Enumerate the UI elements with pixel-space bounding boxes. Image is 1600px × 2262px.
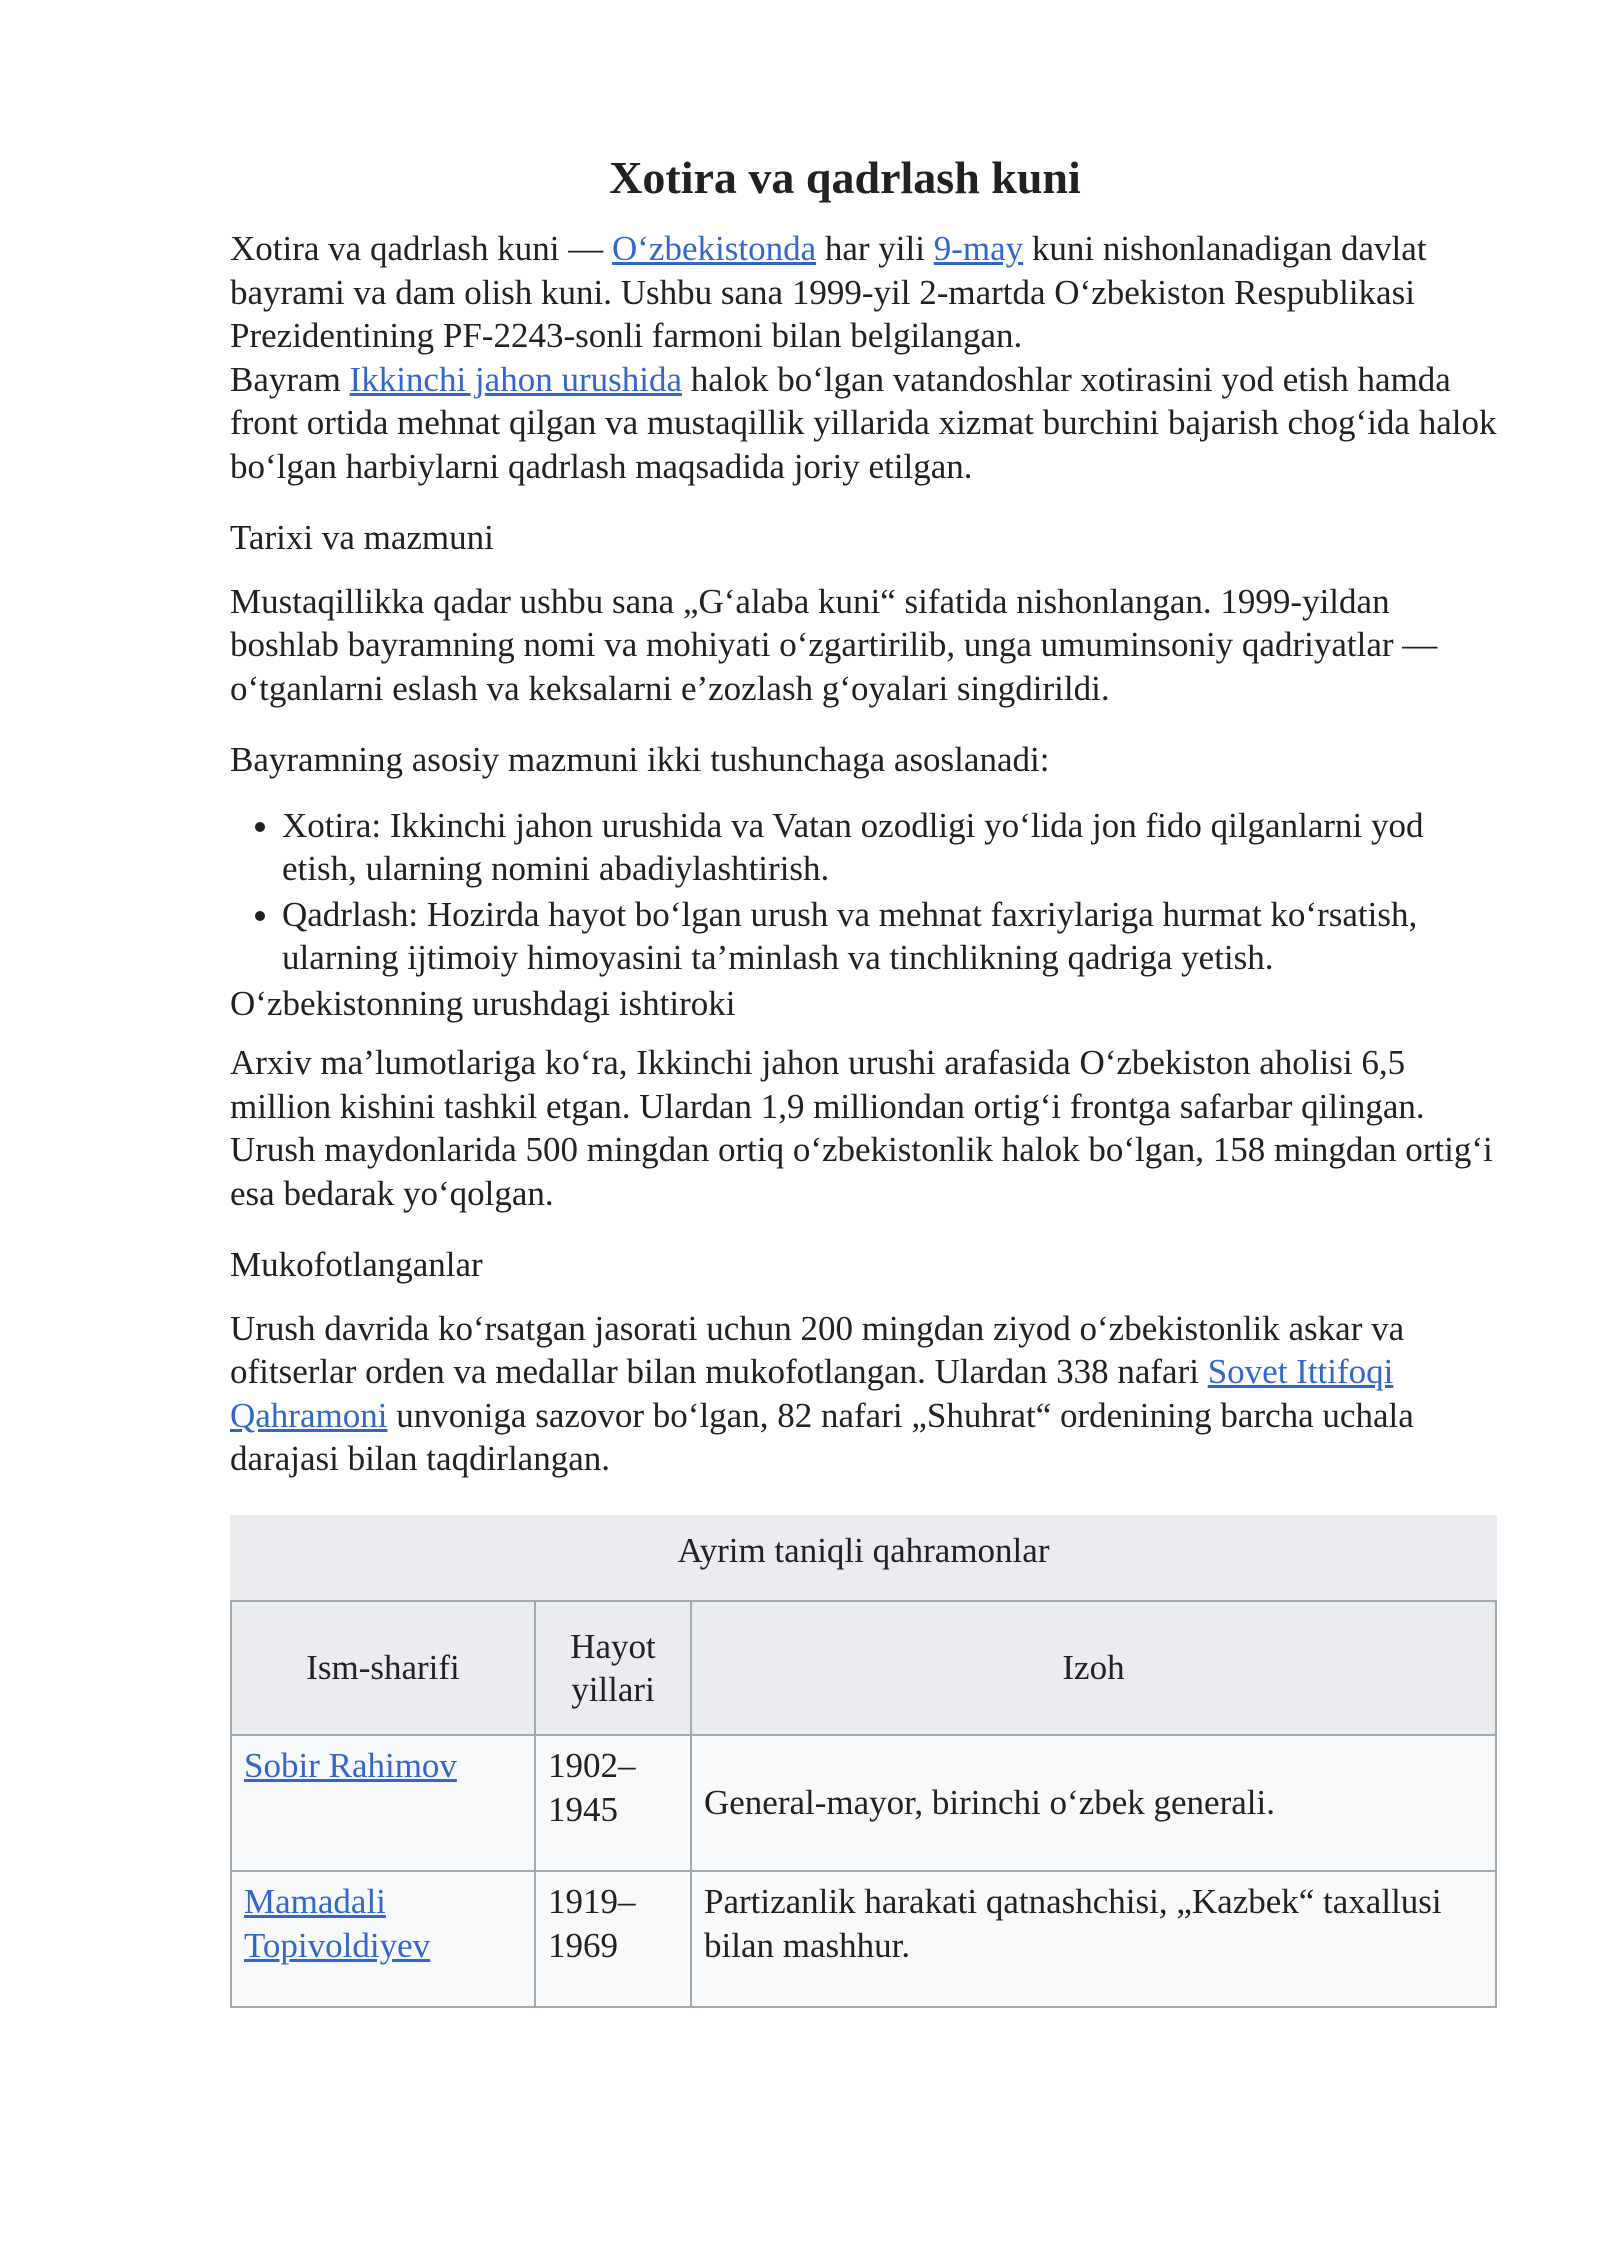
awards-text: Urush davrida ko‘rsatgan jasorati uchun 200 mingdan ziyod o‘zbekistonlik askar va ofitserlar orden va medallar bilan mukofotlangan. Ulardan 338 nafari [230,1308,1405,1392]
intro-paragraph-1 [230,227,1500,358]
section-heading-history: Tarixi va mazmuni [230,518,494,558]
table-row [231,1735,1496,1871]
may-9-link[interactable]: 9-may [933,229,1024,269]
hero-soviet-union-link[interactable]: Sovet Ittifoqi Qahramoni [230,1352,1394,1435]
intro-text: kuni nishonlanadigan davlat bayrami va dam olish kuni. Ushbu sana 1999-yil 2-martda O‘zbekiston Respublikasi Prezidentining PF-2243-sonli farmoni bilan belgilangan. [230,229,1427,356]
hero-link-mamadali-topivoldiyev[interactable]: Mamadali Topivoldiyev [244,1882,431,1965]
heroes-table [230,1515,1497,2009]
hero-name-cell [231,1871,535,2007]
history-paragraph-2: Bayramning asosiy mazmuni ikki tushunchaga asoslanadi: [230,740,1050,780]
column-header-note: Izoh [691,1601,1496,1735]
intro-text: har yili [816,229,934,269]
concepts-list [230,804,1500,980]
hero-link-sobir-rahimov[interactable]: Sobir Rahimov [244,1746,457,1786]
column-header-years: Hayot yillari [535,1601,691,1735]
section-heading-participation: O‘zbekistonning urushdagi ishtiroki [230,983,736,1023]
list-item: • Qadrlash: Hozirda hayot bo‘lgan urush va mehnat faxriylariga hurmat ko‘rsatish, ularning ijtimoiy himoyasini ta’minlash va tinchlikning qadriga yetish. [282,893,1500,980]
awards-paragraph [230,1307,1500,1481]
intro-paragraph-2 [230,358,1500,489]
article [230,150,1500,2008]
hero-name-cell [231,1735,535,1871]
hero-years-cell: 1919–1969 [535,1871,691,2007]
history-paragraph-1: Mustaqillikka qadar ushbu sana „G‘alaba kuni“ sifatida nishonlangan. 1999-yildan boshlab bayramning nomi va mohiyati o‘zgartirilib, unga umuminsoniy qadriyatlar — o‘tganlarni eslash va keksalarni e’zozlash g‘oyalari singdirildi. [230,581,1438,708]
awards-text: unvoniga sazovor bo‘lgan, 82 nafari „Shuhrat“ ordenining barcha uchala darajasi bilan taqdirlangan. [230,1395,1414,1479]
uzbekistan-link[interactable]: O‘zbekistonda [612,229,817,269]
table-row [231,1871,1496,2007]
intro-text: halok bo‘lgan vatandoshlar xotirasini yod etish hamda front ortida mehnat qilgan va mustaqillik yillarida xizmat burchini bajarish chog‘ida halok bo‘lgan harbiylarni qadrlash maqsadida joriy etilgan. [230,359,1497,486]
table-caption: Ayrim taniqli qahramonlar [230,1515,1497,1601]
list-item: • Xotira: Ikkinchi jahon urushida va Vatan ozodligi yo‘lida jon fido qilganlarni yod etish, ularning nomini abadiylashtirish. [282,804,1500,891]
column-header-name: Ism-sharifi [231,1601,535,1735]
participation-paragraph: Arxiv ma’lumotlariga ko‘ra, Ikkinchi jahon urushi arafasida O‘zbekiston aholisi 6,5 million kishini tashkil etgan. Ulardan 1,9 milliondan ortig‘i frontga safarbar qilingan. Urush maydonlarida 500 mingdan ortiq o‘zbekistonlik halok bo‘lgan, 158 mingdan ortig‘i esa bedarak yo‘qolgan. [230,1043,1493,1213]
table-header-row [231,1601,1496,1735]
hero-years-cell: 1902–1945 [535,1735,691,1871]
hero-note-cell: General-mayor, birinchi o‘zbek generali. [691,1735,1496,1871]
hero-note-cell: Partizanlik harakati qatnashchisi, „Kazbek“ taxallusi bilan mashhur. [691,1871,1496,2007]
intro-text: Xotira va qadrlash kuni — [230,229,612,269]
world-war-ii-link[interactable]: Ikkinchi jahon urushida [349,359,682,399]
intro-text: Bayram [230,359,350,399]
page-title: Xotira va qadrlash kuni [609,152,1081,203]
section-heading-awards: Mukofotlanganlar [230,1245,483,1285]
